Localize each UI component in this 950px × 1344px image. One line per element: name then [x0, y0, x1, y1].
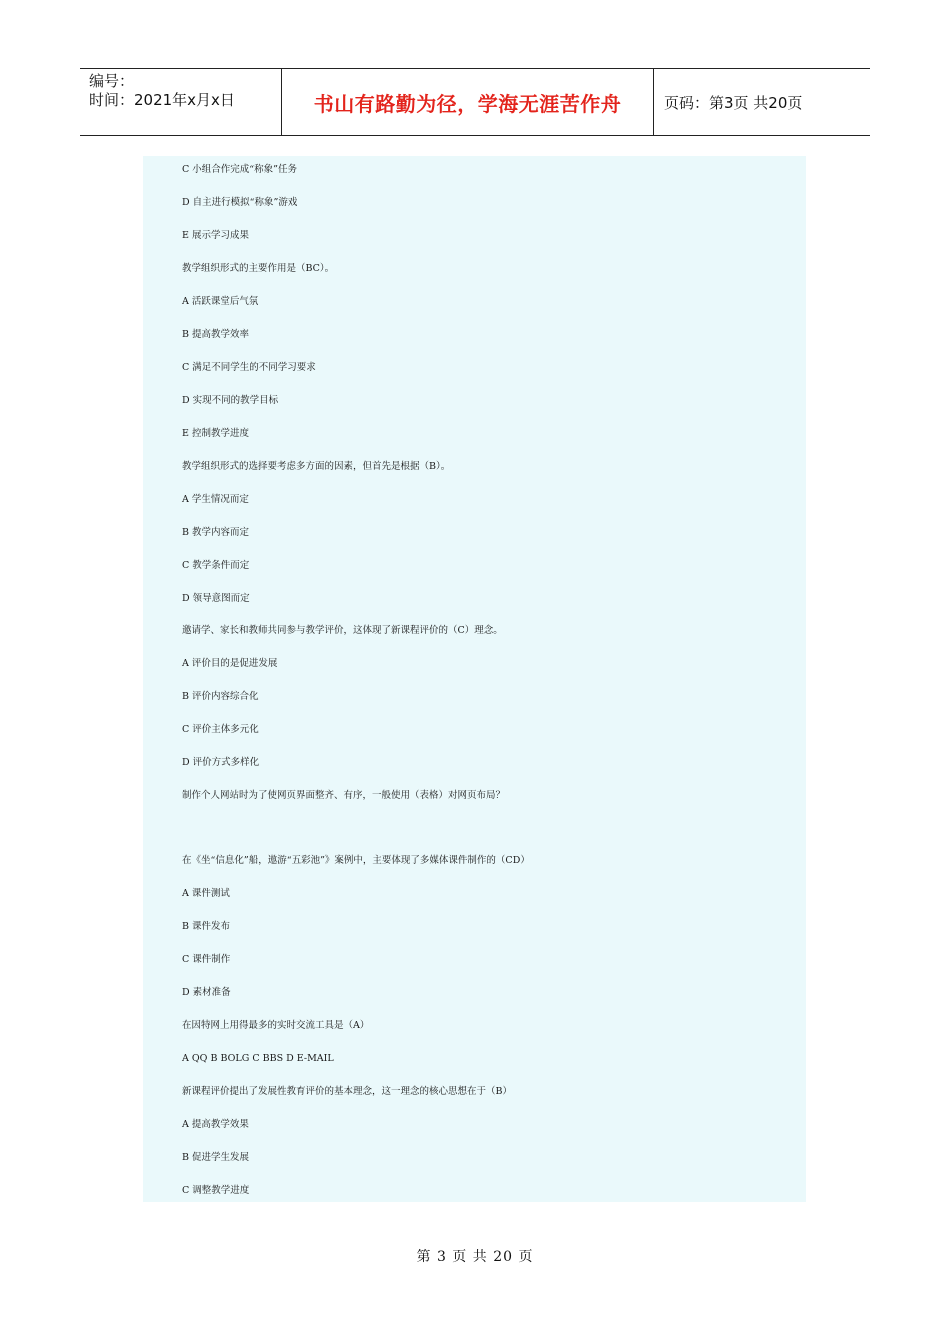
question-line: 新课程评价提出了发展性教育评价的基本理念，这一理念的核心思想在于（B）	[182, 1086, 512, 1097]
header-page-number: 页码：第3页 共20页	[664, 93, 803, 112]
text-line: D 自主进行模拟“称象”游戏	[182, 197, 298, 208]
option-line: B 课件发布	[182, 921, 231, 932]
option-line: A 提高教学效果	[182, 1119, 249, 1130]
option-line: D 素材准备	[182, 987, 231, 998]
option-line: B 促进学生发展	[182, 1152, 250, 1163]
question-line: 在《坐“信息化”船，遨游“五彩池”》案例中，主要体现了多媒体课件制作的（CD）	[182, 855, 530, 866]
document-number-label: 编号：	[89, 72, 135, 90]
question-line: 教学组织形式的选择要考虑多方面的因素，但首先是根据（B）。	[182, 461, 451, 472]
option-line: A QQ B BOLG C BBS D E-MAIL	[182, 1053, 334, 1064]
header-motto: 书山有路勤为径，学海无涯苦作舟	[282, 69, 654, 135]
option-line: B 教学内容而定	[182, 527, 250, 538]
question-line: 在因特网上用得最多的实时交流工具是（A）	[182, 1020, 370, 1031]
option-line: C 满足不同学生的不同学习要求	[182, 362, 316, 373]
option-line: C 教学条件而定	[182, 560, 250, 571]
option-line: A 课件测试	[182, 888, 230, 899]
option-line: B 评价内容综合化	[182, 691, 259, 702]
option-line: C 课件制作	[182, 954, 231, 965]
document-date: 时间：2021年x月x日	[89, 91, 235, 109]
page-header	[80, 68, 870, 136]
option-line: A 学生情况而定	[182, 494, 249, 505]
option-line: A 评价目的是促进发展	[182, 658, 278, 669]
option-line: B 提高教学效率	[182, 329, 250, 340]
text-line: C 小组合作完成“称象”任务	[182, 164, 298, 175]
option-line: D 领导意图而定	[182, 593, 250, 604]
text-line: E 展示学习成果	[182, 230, 249, 241]
option-line: E 控制教学进度	[182, 428, 249, 439]
option-line: C 调整教学进度	[182, 1185, 250, 1196]
question-content	[143, 156, 806, 1202]
page-footer	[0, 1246, 950, 1266]
option-line: D 实现不同的教学目标	[182, 395, 279, 406]
question-line: 邀请学、家长和教师共同参与教学评价，这体现了新课程评价的（C）理念。	[182, 625, 503, 636]
footer-page-number: 第 3 页 共 20 页	[416, 1249, 534, 1265]
option-line: D 评价方式多样化	[182, 757, 260, 768]
option-line: A 活跃课堂后气氛	[182, 296, 259, 307]
question-line: 教学组织形式的主要作用是（BC）。	[182, 263, 335, 274]
option-line: C 评价主体多元化	[182, 724, 259, 735]
header-meta	[80, 69, 282, 135]
question-line: 制作个人网站时为了使网页界面整齐、有序，一般使用（表格）对网页布局？	[182, 790, 506, 801]
